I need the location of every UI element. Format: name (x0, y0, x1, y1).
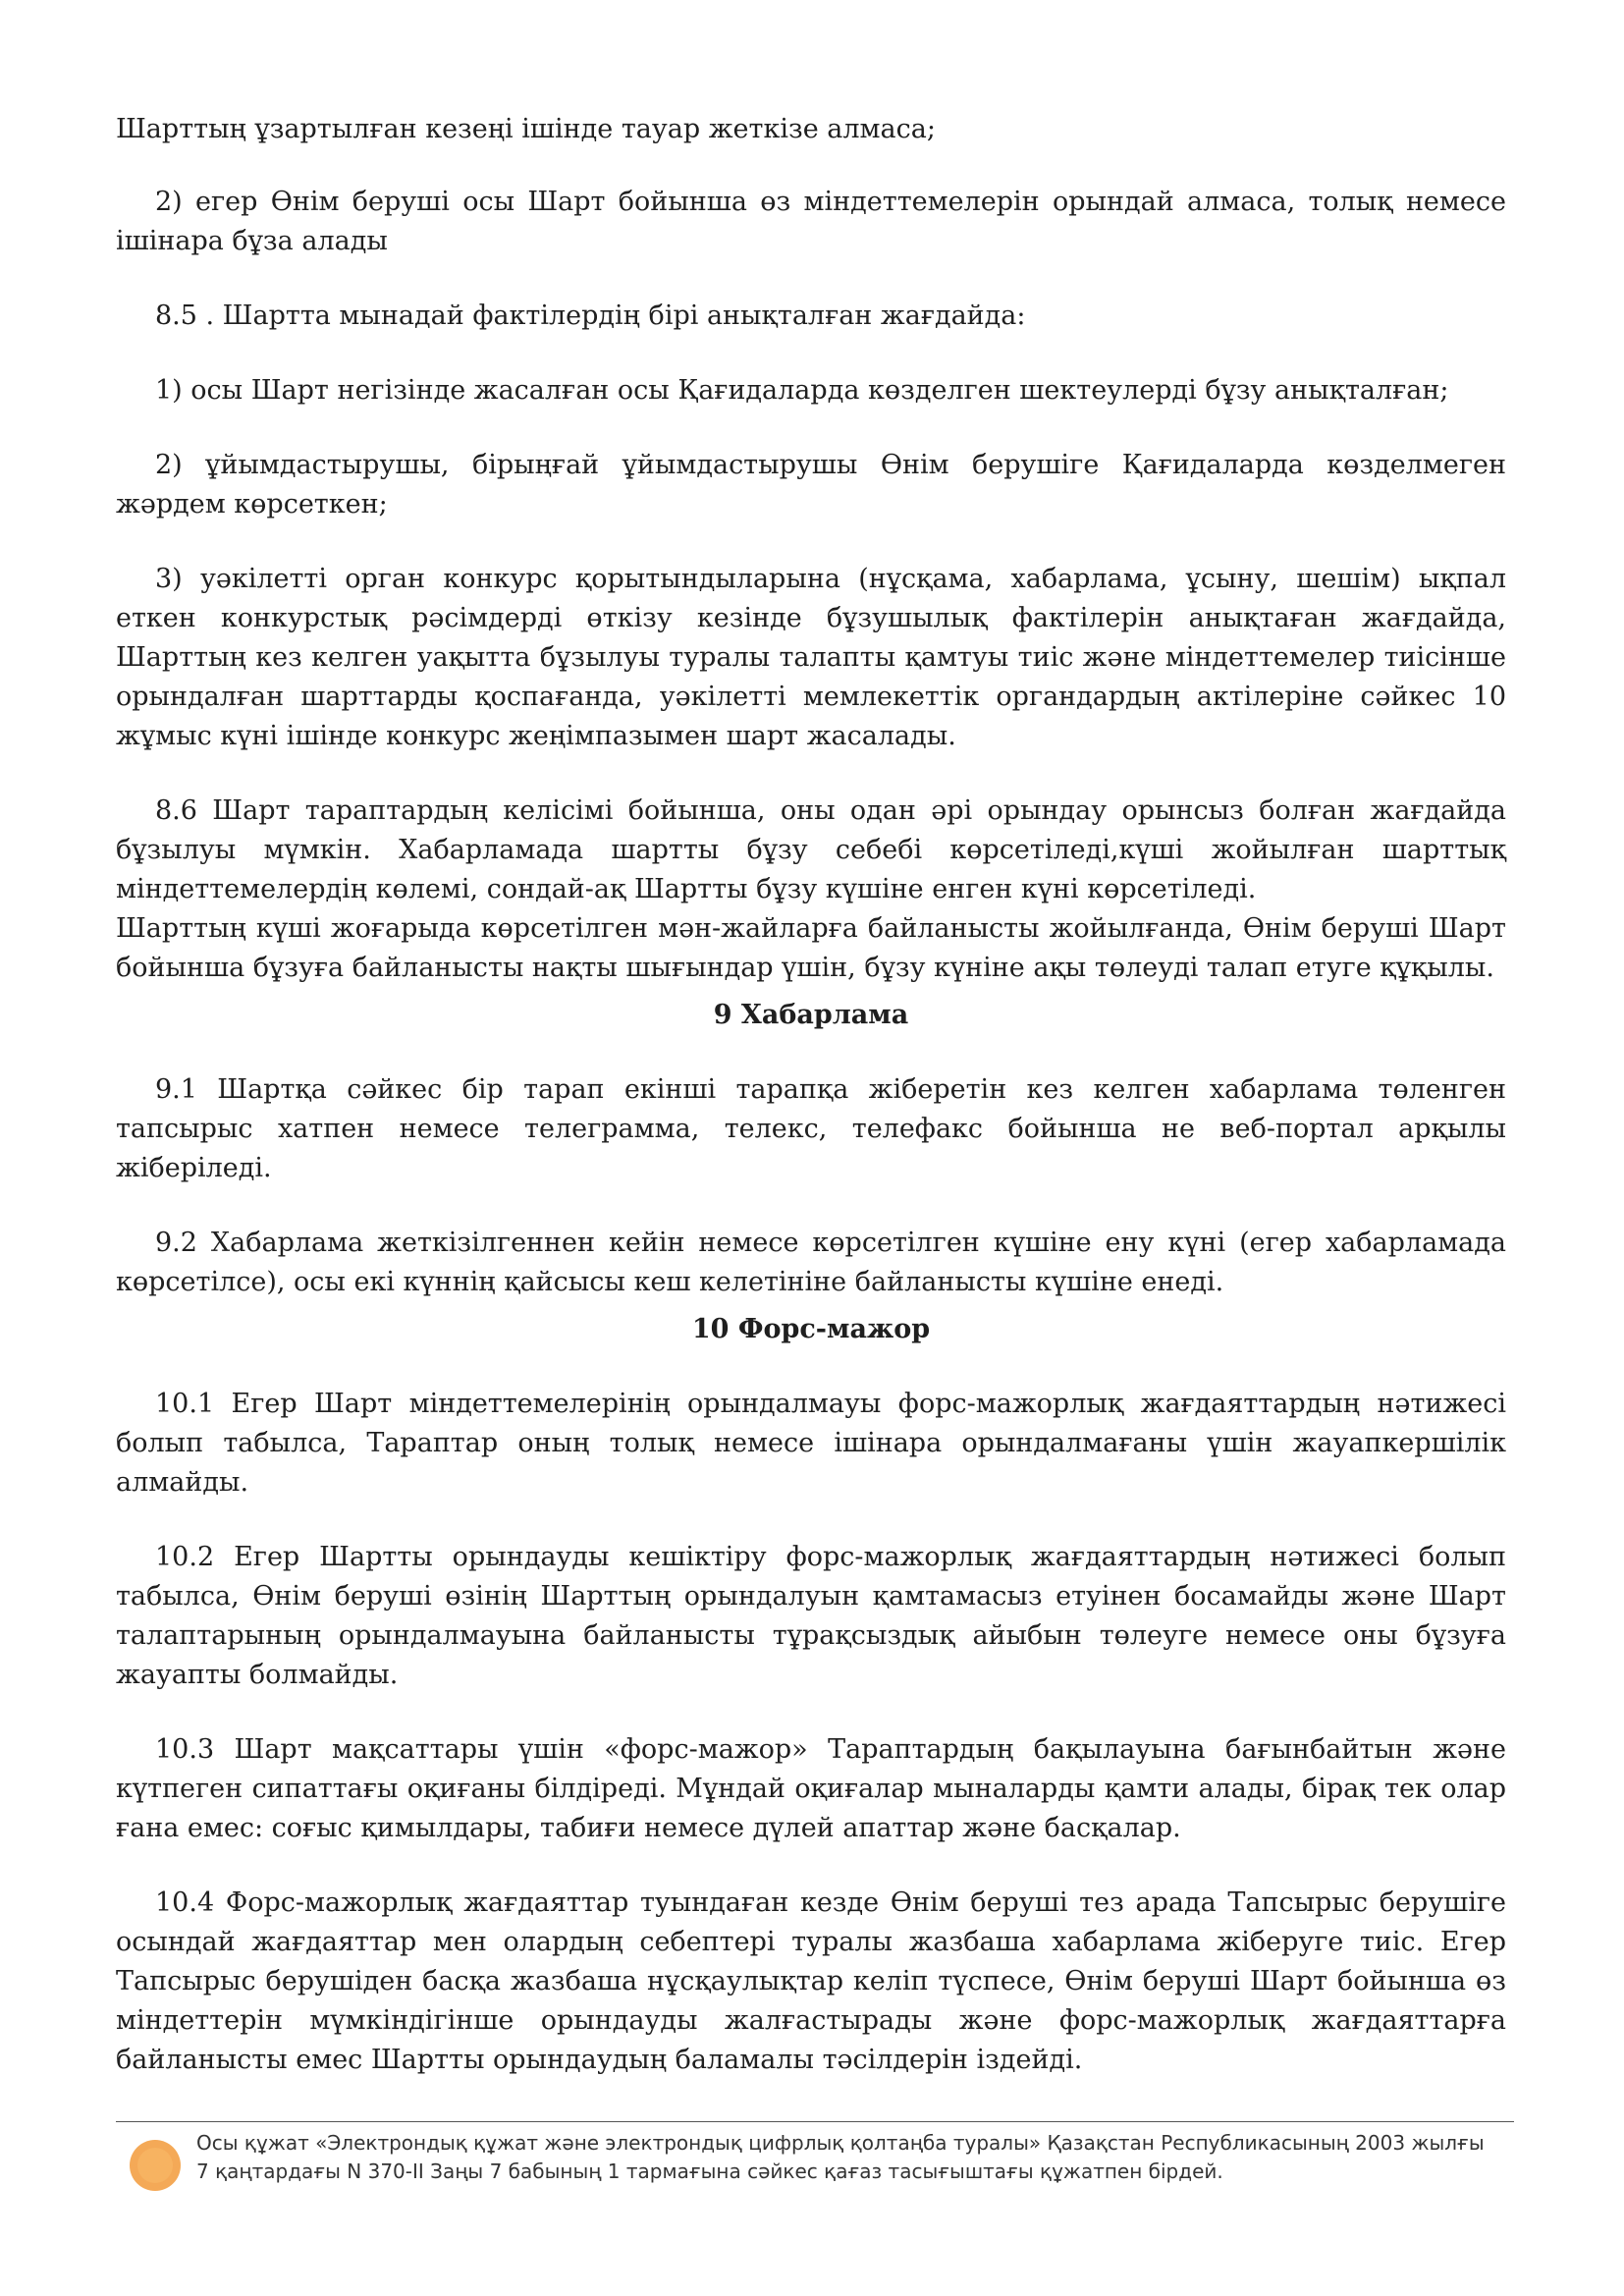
paragraph-5: 3) уәкілетті орган конкурс қорытындыларына (нұсқама, хабарлама, ұсыну, шешім) ықпал еткен конкурстық рәсімдерді өткізу кезінде бұзушылық фактілерін анықтаған жағдайда, Шарттың кез келген уақытта бұзылуы туралы талапты қамтуы тиіс және міндеттемелер тиісінше орындалған шарттарды қоспағанда, уәкілетті мемлекеттік органдардың актілеріне сәйкес 10 жұмыс күні ішінде конкурс жеңімпазымен шарт жасалады. (116, 564, 1506, 751)
paragraph-13: 10.4 Форс-мажорлық жағдаяттар туындаған кезде Өнім беруші тез арада Тапсырыс берушіге осындай жағдаяттар мен олардың себептері туралы жазбаша хабарлама жіберуге тиіс. Егер Тапсырыс берушіден басқа жазбаша нұсқаулықтар келіп түспесе, Өнім беруші Шарт бойынша өз міндеттерін мүмкіндігінше орындауды жалғастырады және форс-мажорлық жағдаяттарға байланысты емес Шартты орындаудың баламалы тәсілдерін іздейді. (116, 1887, 1506, 2075)
paragraph-1: 2) егер Өнім беруші осы Шарт бойынша өз міндеттемелерін орындай алмаса, толық немесе ішінара бұза алады (116, 187, 1506, 256)
paragraph-2: 8.5 . Шартта мынадай фактілердің бірі анықталған жағдайда: (155, 301, 1026, 331)
paragraph-8: 9.1 Шартқа сәйкес бір тарап екінші тарапқа жіберетін кез келген хабарлама төленген тапсырыс хатпен немесе телеграмма, телекс, телефакс бойынша не веб-портал арқылы жіберіледі. (116, 1074, 1506, 1183)
paragraph-4: 2) ұйымдастырушы, бірыңғай ұйымдастырушы Өнім берушіге Қағидаларда көзделмеген жәрдем көрсеткен; (116, 450, 1506, 519)
document-body (116, 110, 1506, 2080)
footer-note: Осы құжат «Электрондық құжат және электрондық цифрлық қолтаңба туралы» Қазақстан Республикасының 2003 жылғы 7 қаңтардағы N 370-II Заңы 7 бабының 1 тармағына сәйкес қағаз тасығыштағы құжатпен бірдей. (196, 2131, 1485, 2183)
stamp-icon (126, 2136, 185, 2195)
paragraph-12: 10.3 Шарт мақсаттары үшін «форс-мажор» Тараптардың бақылауына бағынбайтын және күтпеген сипаттағы оқиғаны білдіреді. Мұндай оқиғалар мыналарды қамти алады, бірақ тек олар ғана емес: соғыс қимылдары, табиғи немесе дүлей апаттар және басқалар. (116, 1734, 1506, 1843)
section-heading-10: 10 Форс-мажор (691, 1314, 931, 1344)
section-heading-9: 9 Хабарлама (713, 1000, 909, 1030)
paragraph-6: 8.6 Шарт тараптардың келісімі бойынша, оны одан әрі орындау орынсыз болған жағдайда бұзылуы мүмкін. Хабарламада шартты бұзу себебі көрсетіледі,күші жойылған шарттық міндеттемелердің көлемі, сондай-ақ Шартты бұзу күшіне енген күні көрсетіледі. (116, 795, 1506, 904)
paragraph-7: Шарттың күші жоғарыда көрсетілген мән-жайларға байланысты жойылғанда, Өнім беруші Шарт бойынша бұзуға байланысты нақты шығындар үшін, бұзу күніне ақы төлеуді талап етуге құқылы. (116, 913, 1506, 983)
paragraph-11: 10.2 Егер Шартты орындауды кешіктіру форс-мажорлық жағдаяттардың нәтижесі болып табылса, Өнім беруші өзінің Шарттың орындалуын қамтамасыз етуінен босамайды және Шарт талаптарының орындалмауына байланысты тұрақсыздық айыбын төлеуге немесе оны бұзуға жауапты болмайды. (116, 1542, 1506, 1690)
paragraph-9: 9.2 Хабарлама жеткізілгеннен кейін немесе көрсетілген күшіне ену күні (егер хабарламада көрсетілсе), осы екі күннің қайсысы кеш келетініне байланысты күшіне енеді. (116, 1228, 1506, 1297)
paragraph-0: Шарттың ұзартылған кезеңі ішінде тауар жеткізе алмаса; (116, 114, 936, 144)
footer-divider (116, 2121, 1514, 2122)
paragraph-3: 1) осы Шарт негізінде жасалған осы Қағидаларда көзделген шектеулерді бұзу анықталған; (155, 375, 1449, 406)
paragraph-10: 10.1 Егер Шарт міндеттемелерінің орындалмауы форс-мажорлық жағдаяттардың нәтижесі болып табылса, Тараптар оның толық немесе ішінара орындалмағаны үшін жауапкершілік алмайды. (116, 1389, 1506, 1498)
